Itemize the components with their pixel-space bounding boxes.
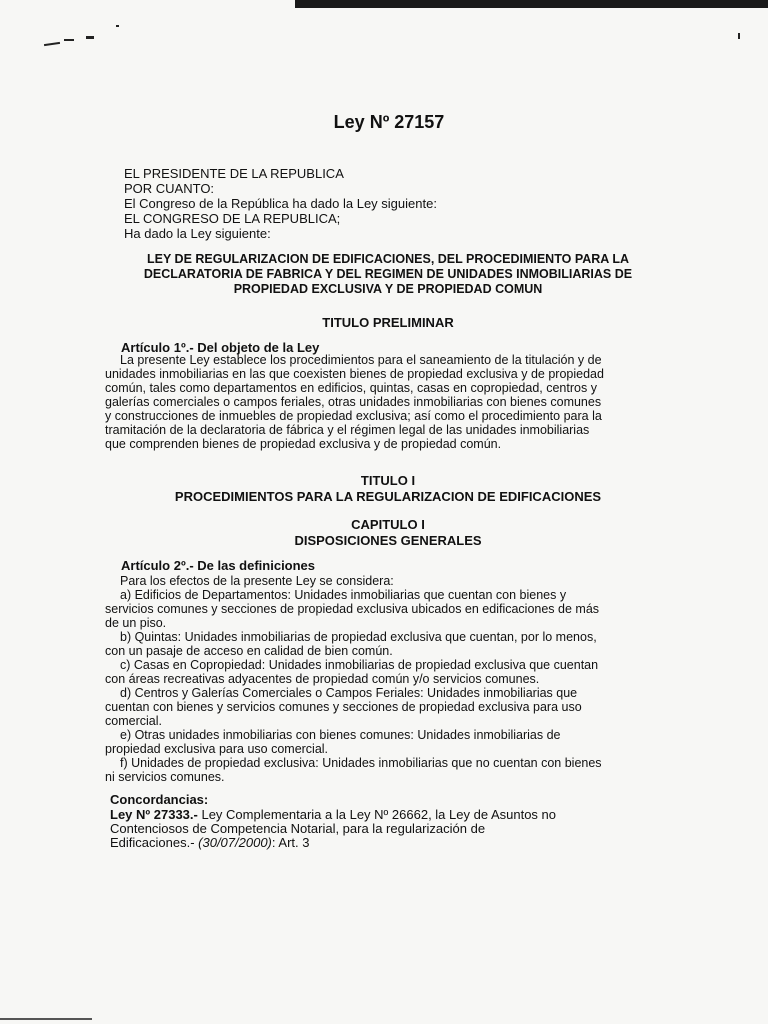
article-1-line: común, tales como departamentos en edificios, quintas, casas en copropiedad, centros y — [105, 381, 597, 395]
article-2-line: propiedad exclusiva para uso comercial. — [105, 742, 329, 756]
concordancias-date: (30/07/2000) — [198, 835, 272, 850]
intro-line: EL CONGRESO DE LA REPUBLICA; — [124, 211, 341, 226]
scan-speck — [0, 1018, 92, 1020]
concordancias-text: Edificaciones.- — [110, 835, 199, 850]
concordancias-line — [110, 836, 556, 850]
scan-speck — [116, 25, 119, 27]
article-2-line: c) Casas en Copropiedad: Unidades inmobiliarias de propiedad exclusiva que cuentan — [120, 658, 599, 672]
concordancias-text: : Art. 3 — [271, 835, 310, 850]
article-2-line: Para los efectos de la presente Ley se considera: — [120, 574, 394, 588]
article-1-body — [105, 353, 661, 451]
capitulo-1-name: DISPOSICIONES GENERALES — [294, 533, 482, 548]
article-2-line: d) Centros y Galerías Comerciales o Campos Feriales: Unidades inmobiliarias que — [120, 686, 578, 700]
capitulo-1-heading: CAPITULO I — [351, 517, 425, 532]
article-1-line: tramitación de la declaratoria de fábrica y el régimen legal de las unidades inmobiliarias — [105, 423, 590, 437]
article-1-line: unidades inmobiliarias en las que coexisten bienes de propiedad exclusiva y de propiedad — [105, 367, 604, 381]
article-2-line: ni servicios comunes. — [105, 770, 225, 784]
concordancias-law-ref: Ley Nº 27333.- — [110, 807, 198, 822]
intro-line: POR CUANTO: — [124, 181, 215, 196]
intro-line: Ha dado la Ley siguiente: — [124, 226, 271, 241]
titulo-preliminar-heading: TITULO PRELIMINAR — [322, 315, 454, 330]
concordancias-body — [110, 808, 556, 850]
intro-block — [124, 166, 437, 241]
article-2-body — [105, 574, 661, 784]
scan-edge — [295, 0, 768, 8]
titulo-1-heading: TITULO I — [360, 473, 416, 488]
titulo-1-name: PROCEDIMIENTOS PARA LA REGULARIZACION DE EDIFICACIONES — [174, 489, 602, 504]
article-2-line: de un piso. — [105, 616, 167, 630]
document-title: Ley Nº 27157 — [333, 112, 445, 132]
law-heading-line: PROPIEDAD EXCLUSIVA Y DE PROPIEDAD COMUN — [233, 282, 543, 296]
concordancias-text: Ley Complementaria a la Ley Nº 26662, la Ley de Asuntos no — [197, 807, 556, 822]
article-2-line: cuentan con bienes y servicios comunes y secciones de propiedad exclusiva para uso — [105, 700, 582, 714]
scan-speck — [44, 42, 60, 46]
concordancias-line: Contenciosos de Competencia Notarial, para la regularización de — [110, 821, 486, 836]
article-1-line: que comprenden bienes de propiedad exclusiva y de propiedad común. — [105, 437, 502, 451]
law-heading-line: LEY DE REGULARIZACION DE EDIFICACIONES, DEL PROCEDIMIENTO PARA LA — [147, 252, 629, 266]
article-2-line: e) Otras unidades inmobiliarias con bienes comunes: Unidades inmobiliarias de — [120, 728, 561, 742]
law-heading — [110, 252, 666, 297]
article-2-line: comercial. — [105, 714, 162, 728]
article-2-line: con un pasaje de acceso en calidad de bien común. — [105, 644, 393, 658]
intro-line: El Congreso de la República ha dado la Ley siguiente: — [124, 196, 437, 211]
concordancias-title: Concordancias: — [110, 792, 209, 807]
scan-speck — [86, 36, 94, 39]
intro-line: EL PRESIDENTE DE LA REPUBLICA — [124, 166, 344, 181]
concordancias-line — [110, 808, 556, 822]
article-2-line: a) Edificios de Departamentos: Unidades inmobiliarias que cuentan con bienes y — [120, 588, 567, 602]
article-1-line: y construcciones de inmuebles de propiedad exclusiva; así como el procedimiento para la — [105, 409, 602, 423]
article-2-line: con áreas recreativas adyacentes de propiedad común y/o servicios comunes. — [105, 672, 540, 686]
article-2-title: Artículo 2º.- De las definiciones — [121, 558, 316, 573]
article-2-line: b) Quintas: Unidades inmobiliarias de propiedad exclusiva que cuentan, por lo menos, — [120, 630, 597, 644]
article-1-line: La presente Ley establece los procedimientos para el saneamiento de la titulación y de — [120, 353, 602, 367]
article-1-line: galerías comerciales o campos feriales, otras unidades inmobiliarias con bienes comunes — [105, 395, 602, 409]
article-1-title: Artículo 1º.- Del objeto de la Ley — [121, 340, 320, 355]
scan-speck — [64, 39, 74, 41]
scan-speck — [738, 33, 740, 39]
article-2-line: servicios comunes y secciones de propiedad exclusiva ubicados en edificaciones de más — [105, 602, 600, 616]
law-heading-line: DECLARATORIA DE FABRICA Y DEL REGIMEN DE UNIDADES INMOBILIARIAS DE — [143, 267, 633, 281]
article-2-line: f) Unidades de propiedad exclusiva: Unidades inmobiliarias que no cuentan con bienes — [120, 756, 602, 770]
